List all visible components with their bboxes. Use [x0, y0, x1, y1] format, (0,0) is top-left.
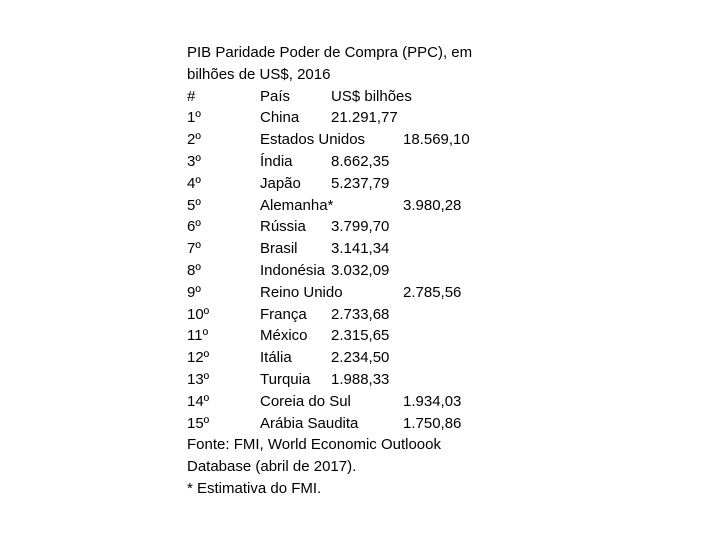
row-country: Alemanha*: [260, 196, 334, 214]
row-rank: 3º: [187, 152, 201, 170]
table-row: [187, 107, 507, 129]
table-header-row: [187, 86, 507, 108]
row-value: 2.785,56: [403, 283, 462, 301]
row-country: Reino Unido: [260, 283, 343, 301]
row-country: Índia: [260, 152, 293, 170]
header-rank: #: [187, 87, 196, 105]
row-country: Brasil: [260, 240, 298, 258]
table-row: [187, 151, 507, 173]
table-row: [187, 413, 507, 435]
row-rank: 10º: [187, 305, 210, 323]
row-value: 3.980,28: [403, 196, 462, 214]
row-country: China: [260, 109, 300, 127]
row-country: Indonésia: [260, 261, 326, 279]
row-country: Arábia Saudita: [260, 414, 359, 432]
table-row: [187, 347, 507, 369]
source-line-2: Database (abril de 2017).: [187, 458, 357, 476]
row-value: 5.237,79: [331, 174, 390, 192]
row-value: 18.569,10: [403, 131, 470, 149]
row-value: 3.032,09: [331, 261, 390, 279]
row-rank: 7º: [187, 240, 201, 258]
row-value: 3.799,70: [331, 218, 390, 236]
title-line-2: bilhões de US$, 2016: [187, 65, 331, 83]
row-value: 8.662,35: [331, 152, 390, 170]
row-country: França: [260, 305, 307, 323]
row-country: Rússia: [260, 218, 306, 236]
table-row: [187, 129, 507, 151]
row-rank: 8º: [187, 261, 201, 279]
table-row: [187, 391, 507, 413]
row-country: Japão: [260, 174, 301, 192]
footnote: * Estimativa do FMI.: [187, 479, 322, 497]
header-country: País: [260, 87, 291, 105]
row-rank: 6º: [187, 218, 201, 236]
row-country: Estados Unidos: [260, 131, 366, 149]
row-rank: 5º: [187, 196, 201, 214]
table-row: [187, 173, 507, 195]
row-rank: 12º: [187, 349, 210, 367]
row-country: Coreia do Sul: [260, 392, 351, 410]
row-value: 21.291,77: [331, 109, 398, 127]
row-rank: 4º: [187, 174, 201, 192]
table-row: [187, 195, 507, 217]
row-value: 2.234,50: [331, 349, 390, 367]
row-rank: 15º: [187, 414, 210, 432]
header-value: US$ bilhões: [331, 87, 412, 105]
row-rank: 9º: [187, 283, 201, 301]
row-rank: 13º: [187, 370, 210, 388]
row-country: Turquia: [260, 370, 311, 388]
row-country: Itália: [260, 349, 292, 367]
row-value: 2.315,65: [331, 327, 390, 345]
row-value: 1.750,86: [403, 414, 462, 432]
table-row: [187, 304, 507, 326]
title-line-1: PIB Paridade Poder de Compra (PPC), em: [187, 44, 473, 61]
row-value: 1.934,03: [403, 392, 462, 410]
row-rank: 1º: [187, 109, 201, 127]
ranking-table-body: [187, 107, 507, 434]
table-row: [187, 325, 507, 347]
table-row: [187, 216, 507, 238]
row-rank: 14º: [187, 392, 210, 410]
table-row: [187, 260, 507, 282]
row-value: 3.141,34: [331, 240, 390, 258]
row-value: 2.733,68: [331, 305, 390, 323]
table-row: [187, 369, 507, 391]
row-country: México: [260, 327, 308, 345]
table-row: [187, 282, 507, 304]
row-rank: 2º: [187, 131, 201, 149]
table-row: [187, 238, 507, 260]
gdp-ppp-document: [187, 42, 507, 500]
row-value: 1.988,33: [331, 370, 390, 388]
source-line-1: Fonte: FMI, World Economic Outloook: [187, 436, 441, 454]
row-rank: 11º: [187, 327, 209, 345]
